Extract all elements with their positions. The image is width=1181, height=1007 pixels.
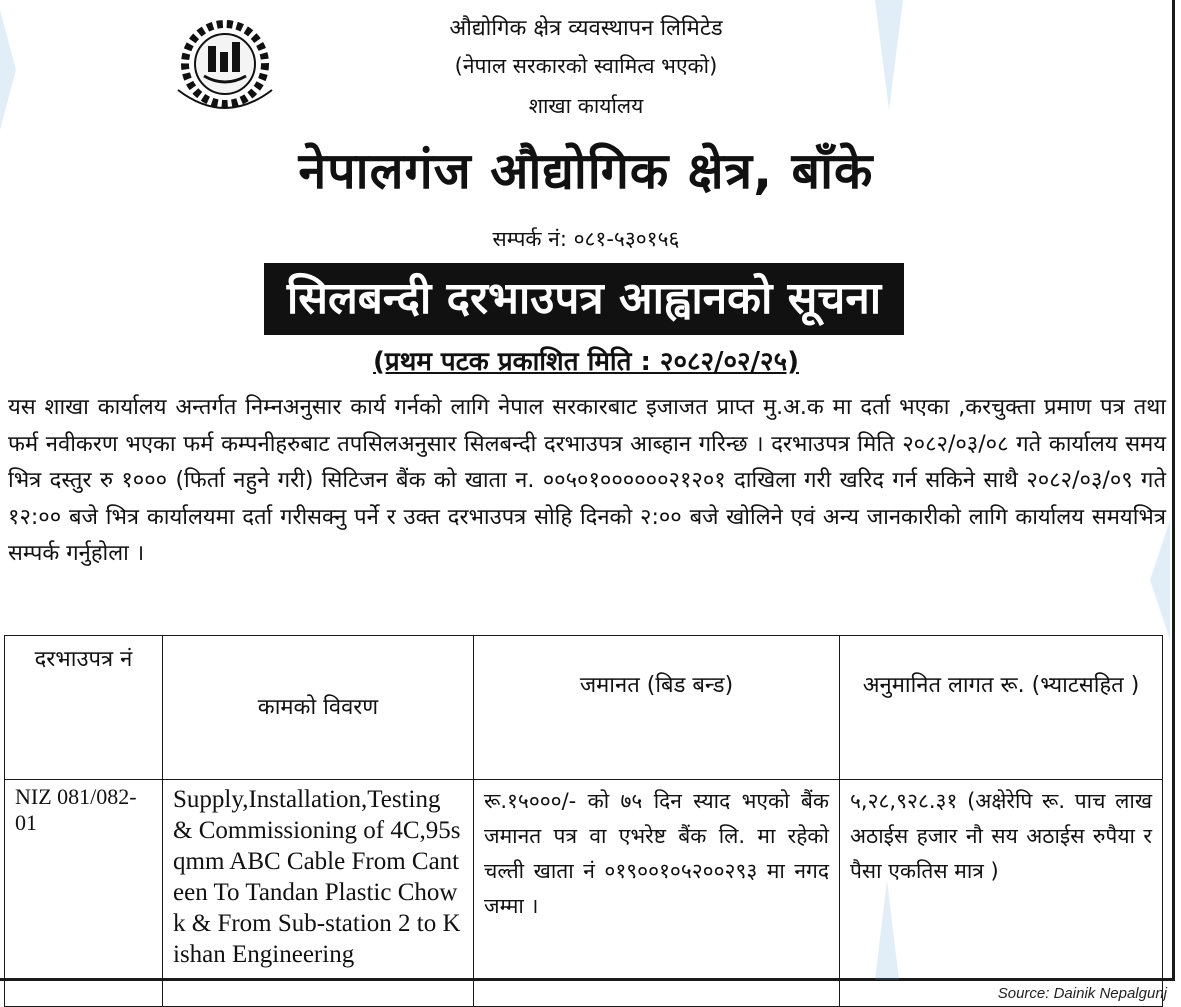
header-work-description: कामको विवरण bbox=[163, 636, 474, 780]
table-row bbox=[5, 780, 1163, 1007]
source-credit: Source: Dainik Nepalgunj bbox=[997, 985, 1167, 1002]
table-header-row bbox=[5, 636, 1163, 780]
header-bid-bond: जमानत (बिड बन्ड) bbox=[474, 636, 840, 780]
cell-bid-bond: रू.१५०००/- को ७५ दिन स्याद भएको बैंक जमानत पत्र वा एभरेष्ट बैंक लि. मा रहेको चल्ती खाता नं ०१९००१०५२००२९३ मा नगद जम्मा । bbox=[474, 780, 840, 1007]
organization-subtitle: (नेपाल सरकारको स्वामित्व भएको) bbox=[454, 54, 718, 78]
cell-estimated-cost: ५,२८,९२८.३१ (अक्षेरेपि रू. पाच लाख अठाईस हजार नौ सय अठाईस रुपैया र पैसा एकतिस मात्र ) bbox=[840, 780, 1163, 1007]
cell-work-description: Supply,Installation,Testing & Commissioning of 4C,95sqmm ABC Cable From Canteen To Tandan Plastic Chowk & From Sub-station 2 to Kishan Engineering bbox=[163, 780, 474, 1007]
header-bid-number: दरभाउपत्र नं bbox=[5, 636, 163, 780]
page-title: नेपालगंज औद्योगिक क्षेत्र, बाँके bbox=[298, 142, 874, 200]
publication-date: (प्रथम पटक प्रकाशित मिति : २०८२/०२/२५) bbox=[373, 347, 799, 377]
organization-name: औद्योगिक क्षेत्र व्यवस्थापन लिमिटेड bbox=[449, 16, 723, 41]
header-estimated-cost: अनुमानित लागत रू. (भ्याटसहित ) bbox=[840, 636, 1163, 780]
contact-number: सम्पर्क नं: ०८१-५३०१५६ bbox=[492, 227, 680, 251]
tender-table bbox=[4, 635, 1163, 1007]
notice-paragraph: यस शाखा कार्यालय अन्तर्गत निम्नअनुसार कार्य गर्नको लागि नेपाल सरकारबाट इजाजत प्राप्त मु.अ.क मा दर्ता भएका ,करचुक्ता प्रमाण पत्र तथा फर्म नवीकरण भएका फर्म कम्पनीहरुबाट तपसिलअनुसार सिलबन्दी दरभाउपत्र आब्हान गरिन्छ । दरभाउपत्र मिति २०८२/०३/०८ गते कार्यालय समय भित्र दस्तुर रु १००० (फिर्ता नहुने गरी) सिटिजन बैंक को खाता न. ००५०१००००००२१२०१ दाखिला गरी खरिद गर्न सकिने साथै २०८२/०३/०९ गते १२:०० बजे भित्र कार्यालयमा दर्ता गरीसक्नु पर्ने र उक्त दरभाउपत्र सोहि दिनको २:०० बजे खोलिने एवं अन्य जानकारीको लागि कार्यालय समयभित्र सम्पर्क गर्नुहोला । bbox=[8, 395, 1166, 567]
cell-bid-number: NIZ 081/082-01 bbox=[5, 780, 163, 1007]
notice-heading: सिलबन्दी दरभाउपत्र आह्वानको सूचना bbox=[264, 263, 904, 335]
branch-office-label: शाखा कार्यालय bbox=[528, 94, 644, 118]
